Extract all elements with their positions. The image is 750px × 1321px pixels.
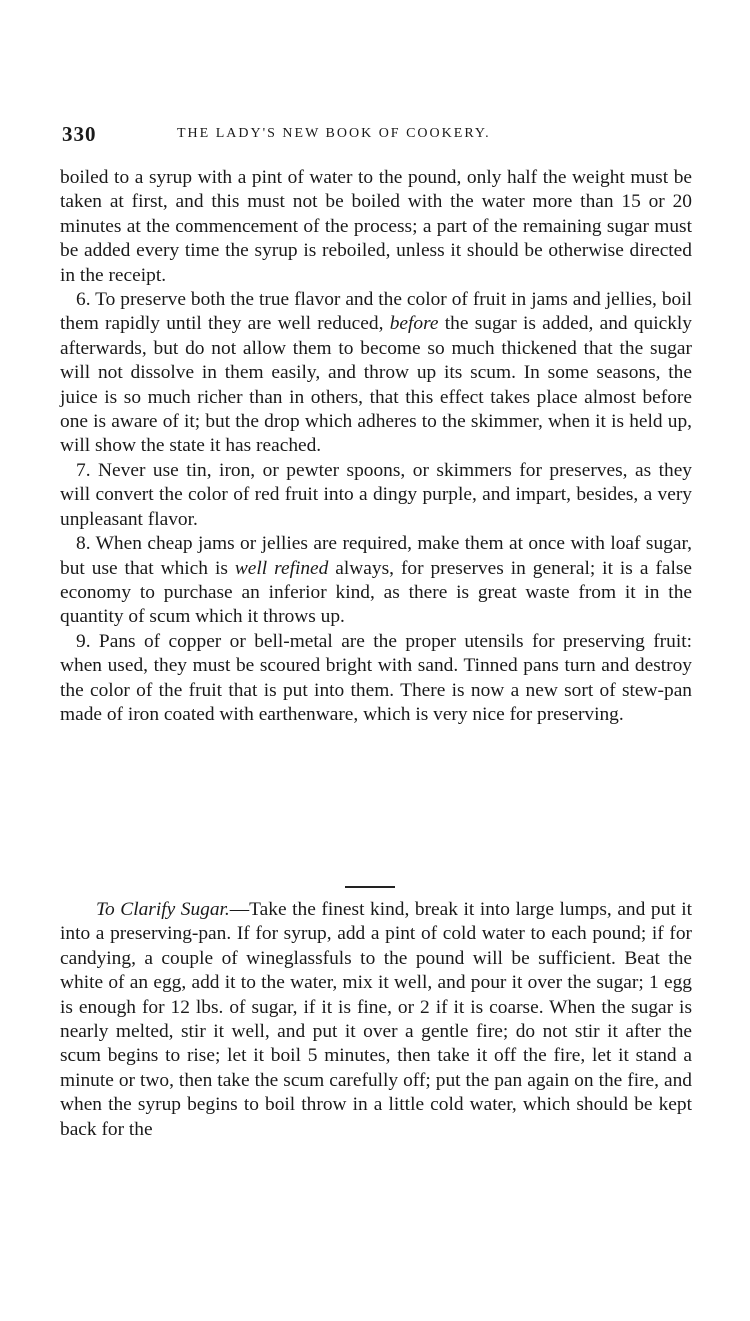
page-header [62, 122, 688, 148]
paragraph-6-lead: 6. To preserve both the true flavor and the color of fruit in jams and jellies, boil them rapidly until they are well reduced, [60, 289, 692, 335]
running-head: THE LADY'S NEW BOOK OF COOKERY. [177, 126, 491, 141]
paragraph-8 [60, 532, 692, 630]
section-divider [345, 886, 395, 888]
paragraph-7: 7. Never use tin, iron, or pewter spoons, or skimmers for preserves, as they will convert the color of red fruit into a dingy purple, and impart, besides, a very unpleasant flavor. [60, 459, 692, 530]
recipe-paragraph [60, 898, 692, 1142]
paragraph-6-emphasis: before [389, 313, 439, 335]
page-number: 330 [62, 122, 97, 146]
recipe-body: —Take the finest kind, break it into large lumps, and put it into a preserving-pan. If for syrup, add a pint of cold water to each pound; if for candying, a couple of wineglassfuls to the pound will be sufficient. Beat the white of an egg, add it to the water, mix it well, and pour it over the sugar; 1 egg is enough for 12 lbs. of sugar, if it is fine, or 2 if it is coarse. When the sugar is nearly melted, stir it well, and put it over a gentle fire; do not stir it after the scum begins to rise; let it boil 5 minutes, then take it off the fire, let it stand a minute or two, then take the scum carefully off; put the pan again on the fire, and when the syrup begins to boil throw in a little cold water, which should be kept back for the [60, 899, 692, 1140]
recipe-section [60, 898, 692, 1142]
paragraph-8-emphasis: well refined [234, 557, 329, 579]
paragraph-9: 9. Pans of copper or bell-metal are the proper utensils for preserving fruit: when used, they must be scoured bright with sand. Tinned pans turn and destroy the color of the fruit that is put into them. There is now a new sort of stew-pan made of iron coated with earthenware, which is very nice for preserving. [60, 630, 692, 725]
paragraph-6 [60, 288, 692, 459]
paragraph-8-lead: 8. When cheap jams or jellies are required, make them at once with loaf sugar, but use that which is [60, 533, 692, 579]
body-text [60, 166, 692, 727]
paragraph-8-tail: always, for preserves in general; it is a false economy to purchase an inferior kind, as there is great waste from it in the quantity of scum which it throws up. [60, 557, 692, 628]
paragraph-6-tail: the sugar is added, and quickly afterwards, but do not allow them to become so much thickened that the sugar will not dissolve in them easily, and throw up its scum. In some seasons, the juice is so much richer than in others, that this effect takes place almost before one is aware of it; but the drop which adheres to the skimmer, when it is held up, will show the state it has reached. [60, 313, 692, 457]
recipe-title: To Clarify Sugar. [96, 899, 230, 920]
paragraph-continuation: boiled to a syrup with a pint of water to the pound, only half the weight must be taken at first, and this must not be boiled with the water more than 15 or 20 minutes at the commencement of the process; a part of the remaining sugar must be added every time the syrup is reboiled, unless it should be otherwise directed in the receipt. [60, 167, 692, 286]
